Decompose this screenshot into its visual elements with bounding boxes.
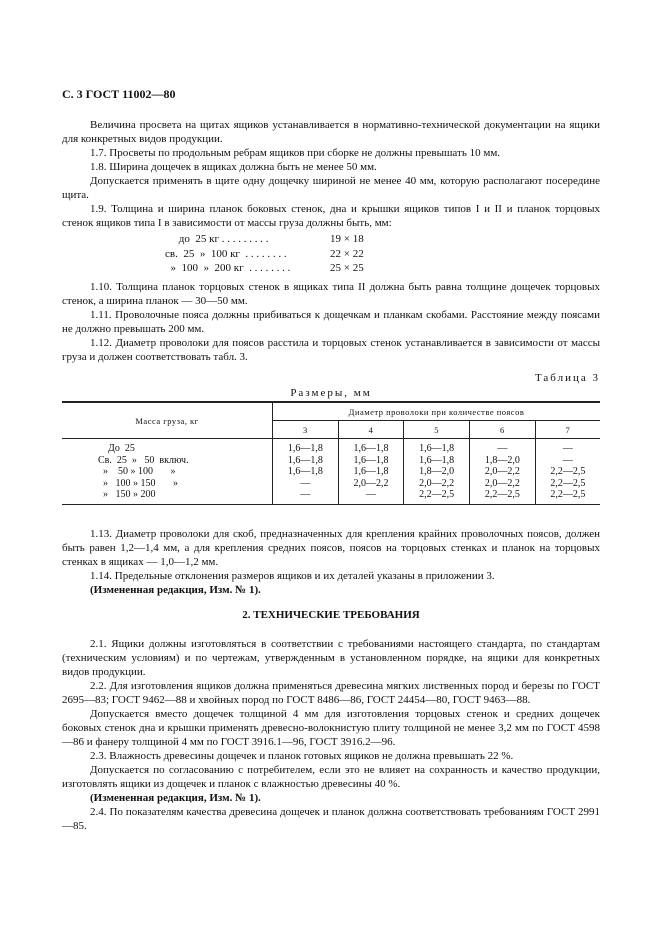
table-cell: 1,6—1,8 xyxy=(404,443,470,455)
dimension-mass: до 25 кг . . . . . . . . . xyxy=(165,233,269,245)
table-cell: 2,2—2,5 xyxy=(535,489,600,504)
table-cell: 1,6—1,8 xyxy=(273,443,339,455)
table-row xyxy=(62,455,600,467)
mass-cell: До 25 xyxy=(98,443,135,454)
paragraph: 1.14. Предельные отклонения размеров ящиков и их деталей указаны в приложении 3. xyxy=(90,570,495,582)
table-cell: — xyxy=(338,489,404,504)
table-cell: 1,6—1,8 xyxy=(273,466,339,478)
paragraph: Допускается вместо дощечек толщиной 4 мм для изготовления торцовых стенок и средних дощечек боковых стенок дна и крышки применять древесно-волокнистую плиту толщиной не менее 3,2 мм по ГОСТ 4598—86 и фанеру толщиной 4 мм по ГОСТ 3916.1—96, ГОСТ 3916.2—96. xyxy=(62,708,600,748)
table-cell: — xyxy=(535,443,600,455)
edition-note: (Измененная редакция, Изм. № 1). xyxy=(90,792,261,804)
dimension-mass: » 100 » 200 кг . . . . . . . . xyxy=(165,262,291,274)
table-caption: Размеры, мм xyxy=(290,387,372,399)
dimension-row xyxy=(165,232,410,247)
table-cell: 2,2—2,5 xyxy=(404,489,470,504)
mass-cell: Св. 25 » 50 включ. xyxy=(98,454,189,466)
section-title: 2. ТЕХНИЧЕСКИЕ ТРЕБОВАНИЯ xyxy=(242,609,420,621)
table-cell: 1,8—2,0 xyxy=(404,466,470,478)
table-cell: 1,8—2,0 xyxy=(470,455,536,467)
edition-note: (Измененная редакция, Изм. № 1). xyxy=(90,584,261,596)
dimension-mass: св. 25 » 100 кг . . . . . . . . xyxy=(165,247,287,260)
table-cell: — xyxy=(273,489,339,504)
table-row xyxy=(62,443,600,455)
table-cell: 2,0—2,2 xyxy=(470,478,536,490)
table-cell: 2,0—2,2 xyxy=(470,466,536,478)
col-header-mass: Масса груза, кг xyxy=(62,402,273,439)
table-cell: 1,6—1,8 xyxy=(273,455,339,467)
mass-cell: » 50 » 100 » xyxy=(98,466,176,477)
table-cell: 2,0—2,2 xyxy=(338,478,404,490)
text-block-4 xyxy=(62,637,600,833)
text-block-3 xyxy=(62,527,600,597)
paragraph: 2.2. Для изготовления ящиков должна применяться древесина мягких лиственных пород и березы по ГОСТ 2695—83; ГОСТ 9462—88 и хвойных пород по ГОСТ 8486—86, ГОСТ 24454—80, ГОСТ 9463—88. xyxy=(62,680,600,706)
text-block-1 xyxy=(62,118,600,230)
table-cell: 2,2—2,5 xyxy=(535,466,600,478)
table-cell: — xyxy=(273,478,339,490)
mass-cell: » 100 » 150 » xyxy=(98,477,178,489)
col-header-count: 7 xyxy=(535,421,600,439)
col-header-count: 3 xyxy=(273,421,339,439)
dimension-value: 22 × 22 xyxy=(330,247,364,260)
mass-cell: » 150 » 200 xyxy=(62,489,273,504)
table-cell: 1,6—1,8 xyxy=(338,455,404,467)
page-header: С. 3 ГОСТ 11002—80 xyxy=(62,87,176,101)
paragraph: Допускается по согласованию с потребителем, если это не влияет на сохранность и качество продукции, изготовлять ящики из дощечек и планок с влажностью древесины 40 %. xyxy=(62,764,600,790)
paragraph: 2.3. Влажность древесины дощечек и планок готовых ящиков не должна превышать 22 %. xyxy=(90,750,514,762)
text-block-2 xyxy=(62,280,600,364)
table-cell: 2,2—2,5 xyxy=(535,478,600,490)
wire-diameter-table xyxy=(62,401,600,505)
paragraph: Допускается применять в щите одну дощечку шириной не менее 40 мм, которую располагают посередине щита. xyxy=(62,175,600,201)
paragraph: 1.9. Толщина и ширина планок боковых стенок, дна и крышки ящиков типов I и II и планок торцовых стенок ящиков типа I в зависимости от массы груза должны быть, мм: xyxy=(62,203,600,229)
col-header-count: 5 xyxy=(404,421,470,439)
table-cell: 1,6—1,8 xyxy=(338,443,404,455)
paragraph: 2.1. Ящики должны изготовляться в соответствии с требованиями настоящего стандарта, по стандартам (техническим условиям) и по чертежам, утвержденным в установленном порядке, на ящики для конкретных видов продукции. xyxy=(62,638,600,678)
paragraph: Величина просвета на щитах ящиков устанавливается в нормативно-технической документации на ящики для конкретных видов продукции. xyxy=(62,119,600,145)
col-header-count: 4 xyxy=(338,421,404,439)
table-cell: — xyxy=(535,455,600,467)
table-row xyxy=(62,466,600,478)
table-cell: 2,2—2,5 xyxy=(470,489,536,504)
paragraph: 1.7. Просветы по продольным ребрам ящиков при сборке не должны превышать 10 мм. xyxy=(90,147,501,159)
dimension-row xyxy=(165,247,410,262)
table-cell: 1,6—1,8 xyxy=(338,466,404,478)
dimension-value: 25 × 25 xyxy=(330,262,364,274)
table-row xyxy=(62,489,600,504)
paragraph: 2.4. По показателям качества древесина дощечек и планок должна соответствовать требованиям ГОСТ 2991—85. xyxy=(62,806,600,832)
table-number: Таблица 3 xyxy=(534,372,600,384)
table-row xyxy=(62,478,600,490)
col-header-diameter: Диаметр проволоки при количестве поясов xyxy=(273,402,601,421)
paragraph: 1.11. Проволочные пояса должны прибиваться к дощечкам и планкам скобами. Расстояние между поясами не должно превышать 200 мм. xyxy=(62,309,600,335)
paragraph: 1.10. Толщина планок торцовых стенок в ящиках типа II должна быть равна толщине дощечек торцовых стенок, а ширина планок — 30—50 мм. xyxy=(62,281,600,307)
paragraph: 1.8. Ширина дощечек в ящиках должна быть не менее 50 мм. xyxy=(90,161,377,173)
plank-dimensions-list xyxy=(165,232,410,276)
dimension-row xyxy=(165,261,410,276)
table-cell: 1,6—1,8 xyxy=(404,455,470,467)
col-header-count: 6 xyxy=(470,421,536,439)
table-cell: 2,0—2,2 xyxy=(404,478,470,490)
paragraph: 1.12. Диаметр проволоки для поясов расстила и торцовых стенок устанавливается в зависимости от массы груза и должен соответствовать табл. 3. xyxy=(62,337,600,363)
table-cell: — xyxy=(470,443,536,455)
dimension-value: 19 × 18 xyxy=(330,233,364,245)
paragraph: 1.13. Диаметр проволоки для скоб, предназначенных для крепления крайних проволочных поясов, должен быть равен 1,2—1,4 мм, а для крепления средних поясов, поясов на торцовых стенках и планок на торцовых стенках в ящиках — 1,0—1,2 мм. xyxy=(62,528,600,568)
